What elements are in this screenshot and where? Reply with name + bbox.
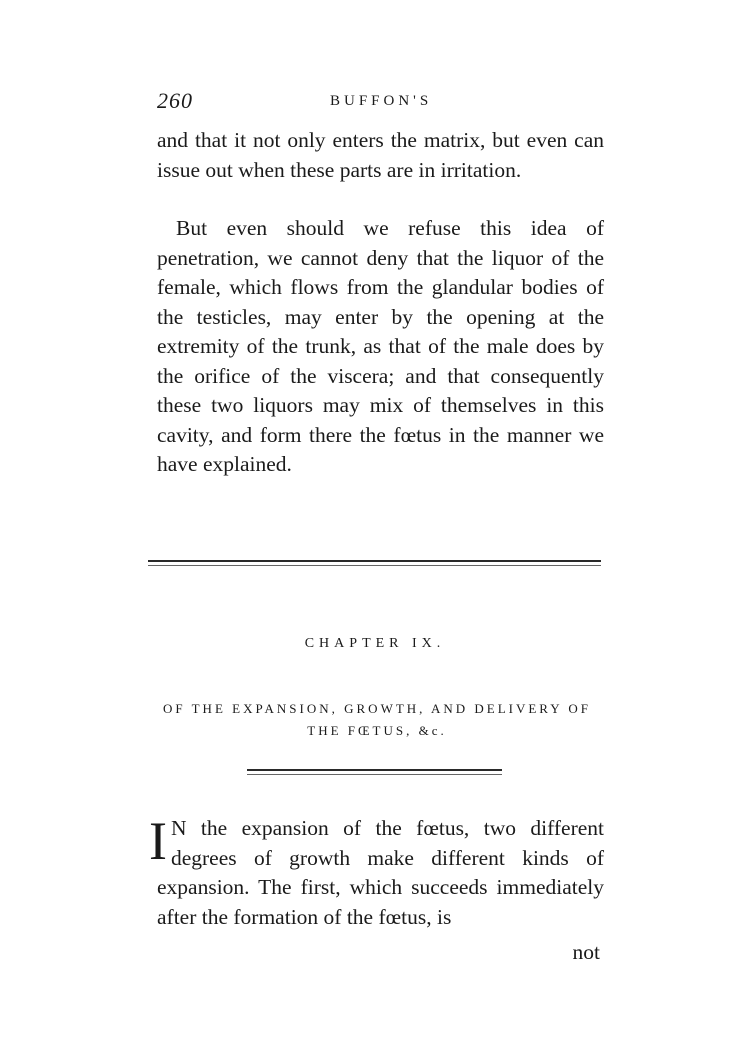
catchword: not: [572, 940, 600, 964]
section-divider-top-thin: [148, 565, 601, 566]
paragraph-expansion-text: N the expansion of the fœtus, two different degrees of growth make different kinds of expansion. The first, which succeeds immediately after the formation of the fœtus, is: [157, 816, 604, 929]
chapter-divider-thin: [247, 774, 502, 775]
section-divider-top: [148, 560, 601, 562]
page-header: [157, 88, 600, 116]
chapter-heading: CHAPTER IX.: [304, 636, 446, 651]
chapter-title: OF THE EXPANSION, GROWTH, AND DELIVERY OF THE FŒTUS, &c.: [162, 701, 592, 738]
paragraph-penetration: But even should we refuse this idea of penetration, we cannot deny that the liquor of the female, which flows from the glandular bodies of the testicles, may enter by the opening at the extremity of the trunk, as that of the male does by the orifice of the viscera; and that consequently these two liquors may mix of themselves in this cavity, and form there the fœtus in the manner we have explained.: [157, 216, 604, 476]
running-head: BUFFON'S: [330, 93, 433, 109]
paragraph-expansion: [149, 811, 604, 932]
drop-cap: I: [149, 811, 167, 871]
paragraph-continuation: and that it not only enters the matrix, but even can issue out when these parts are in irritation.: [157, 128, 604, 182]
page-number: 260: [157, 88, 193, 113]
chapter-divider: [247, 769, 502, 771]
